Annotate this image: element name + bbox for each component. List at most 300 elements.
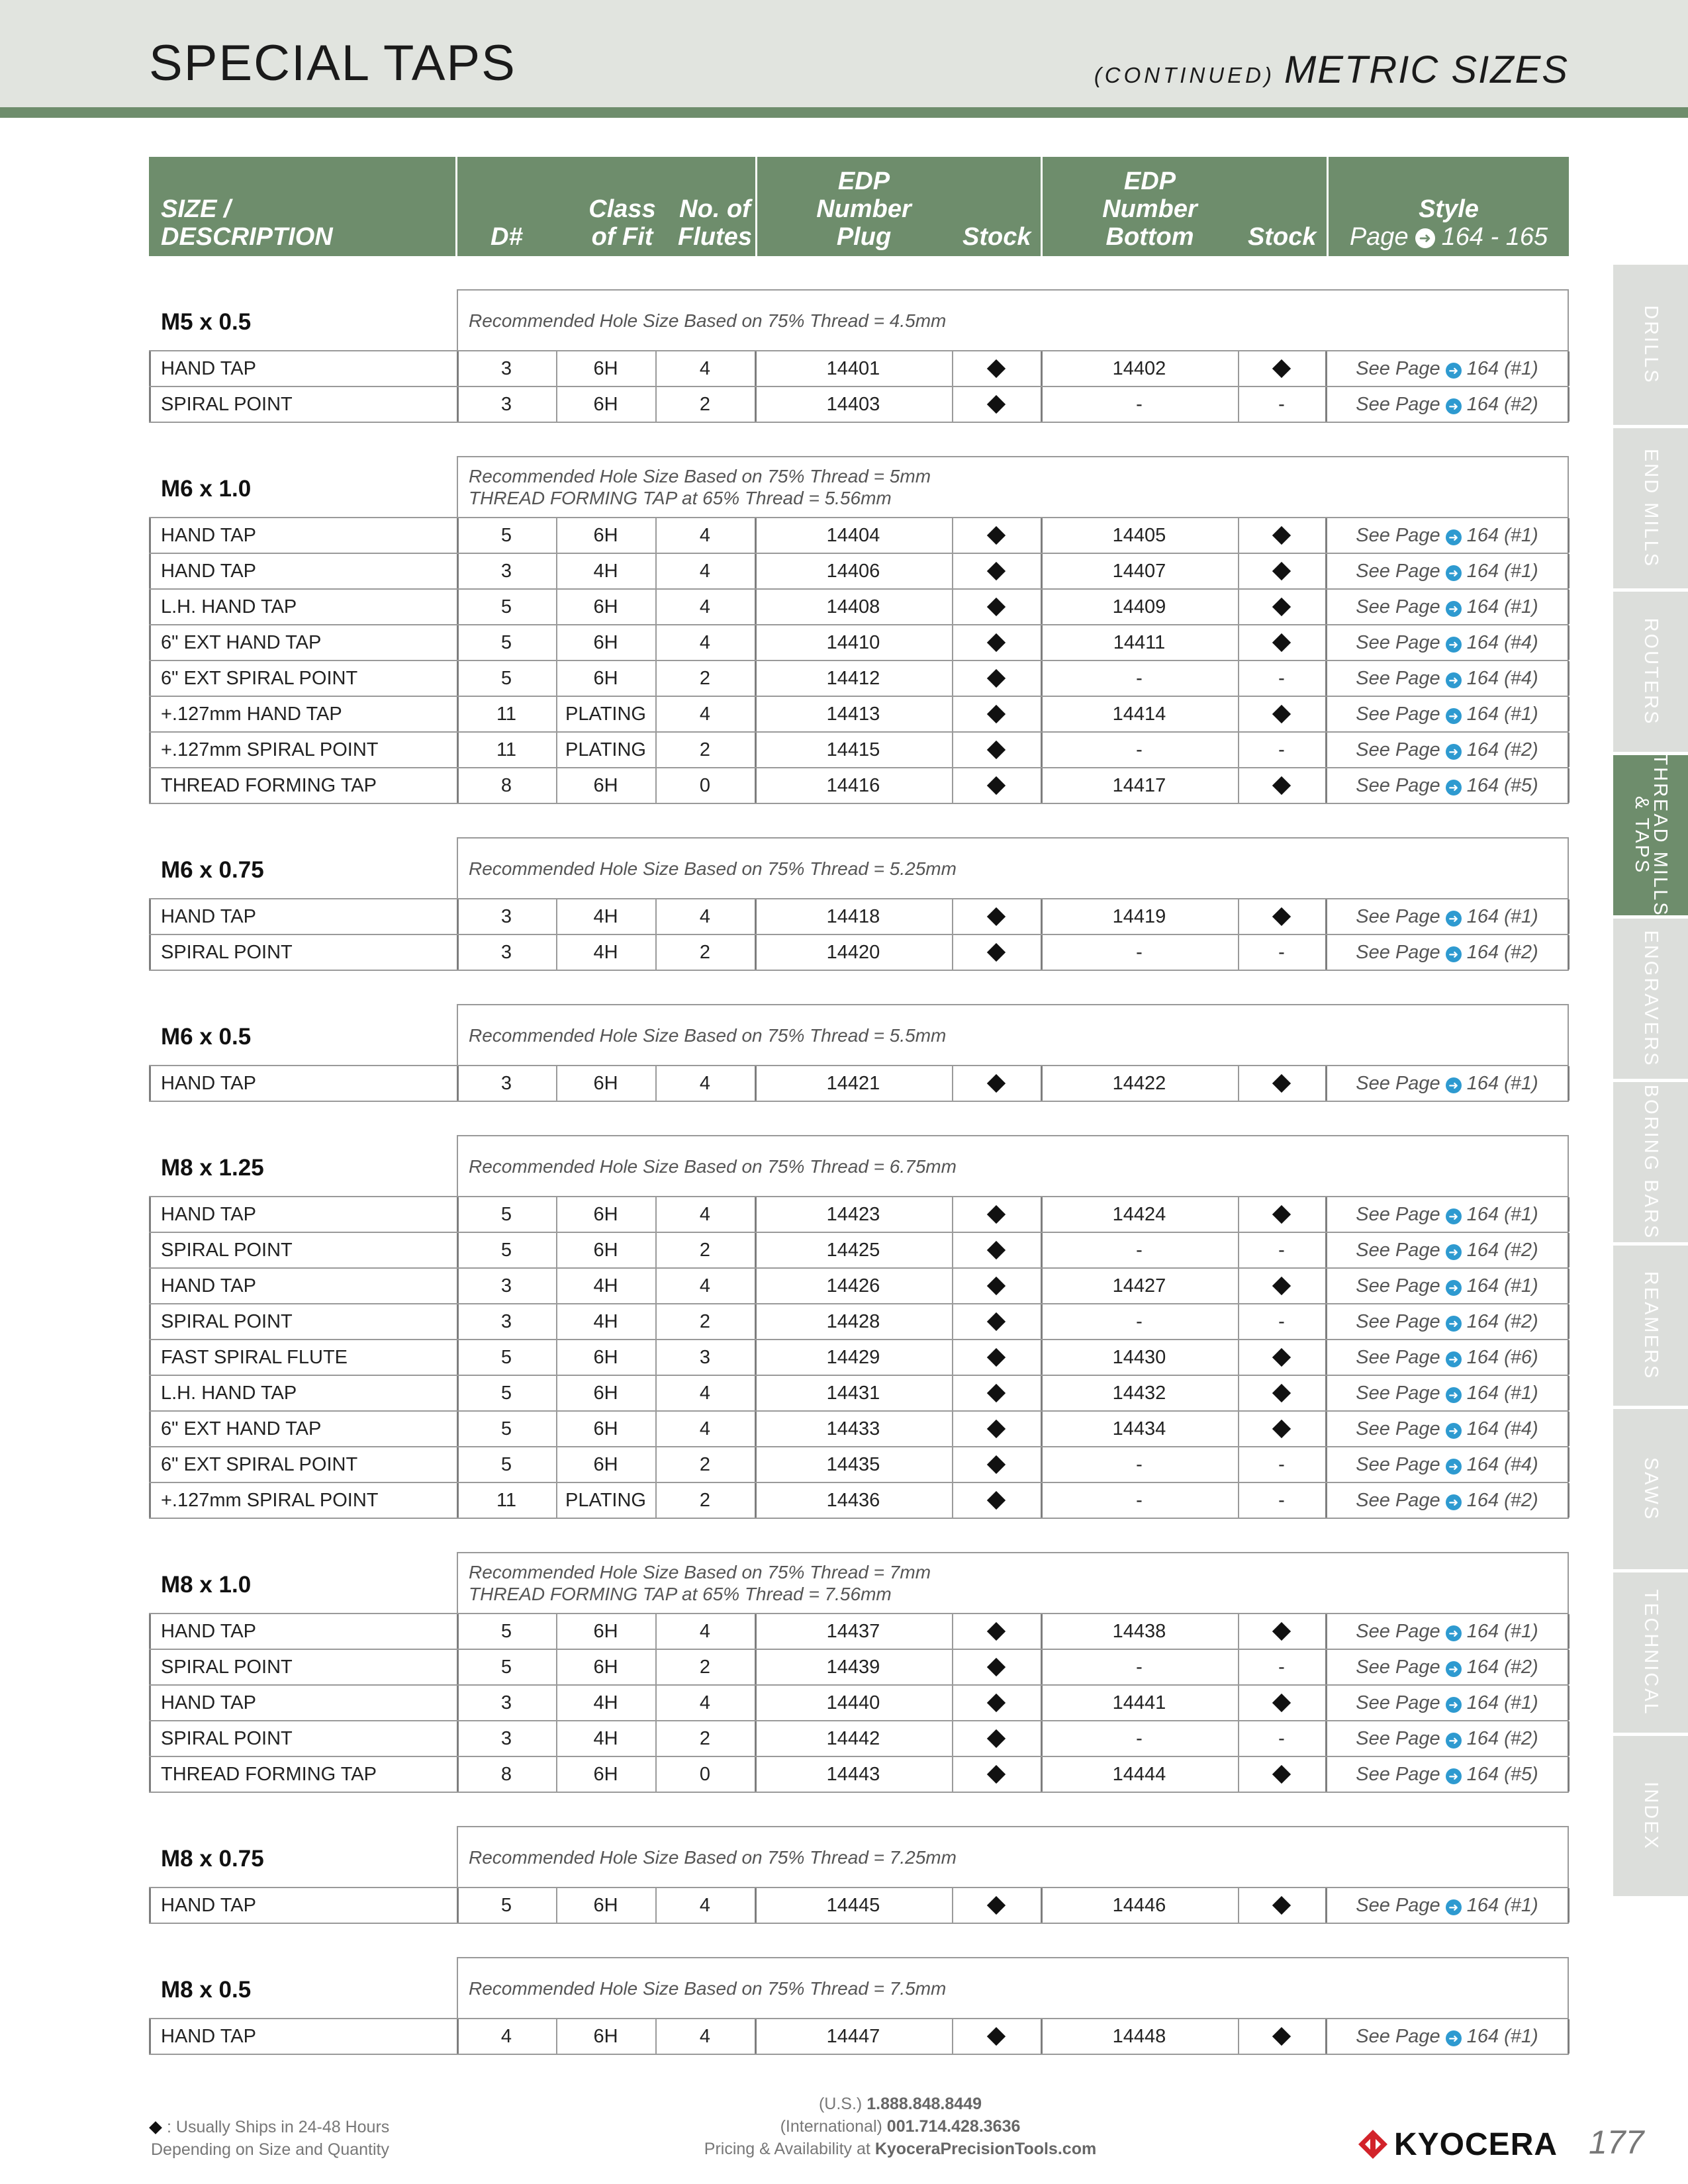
cell-plug-stock — [952, 351, 1041, 386]
size-group-header — [149, 1004, 1569, 1065]
table-row — [149, 554, 1569, 590]
see-page-link[interactable] — [1356, 1764, 1538, 1786]
cell-ref — [1325, 1483, 1569, 1518]
page-ref: 164 (#2) — [1466, 739, 1538, 760]
stock-diamond-icon — [1272, 776, 1291, 795]
table-row — [149, 733, 1569, 768]
see-page-link[interactable] — [1356, 596, 1538, 618]
see-page-label: See Page — [1356, 1489, 1440, 1511]
cell-desc — [149, 2019, 469, 2054]
cell-d — [457, 1888, 556, 1923]
cell-bottom-stock — [1238, 768, 1325, 803]
cell-value: 6H — [593, 1239, 618, 1261]
stock-diamond-icon — [987, 1694, 1006, 1712]
cell-plug-stock — [952, 1614, 1041, 1649]
cell-desc — [149, 1233, 469, 1267]
cell-value: 14435 — [826, 1453, 880, 1475]
cell-d — [457, 1269, 556, 1303]
page-ref: 164 (#1) — [1466, 560, 1538, 582]
cell-plug — [755, 733, 952, 767]
cell-fit — [556, 1269, 655, 1303]
cell-value: 14425 — [826, 1239, 880, 1261]
cell-value: 6H — [593, 1072, 618, 1094]
cell-bottom — [1041, 1340, 1238, 1375]
side-tab[interactable] — [1613, 1409, 1688, 1569]
page-ref: 164 (#2) — [1466, 1239, 1538, 1261]
arrow-right-icon: ➜ — [1415, 228, 1435, 248]
arrow-right-icon: ➜ — [1446, 1351, 1462, 1367]
side-tab[interactable] — [1613, 1736, 1688, 1896]
cell-plug — [755, 935, 952, 970]
cell-d — [457, 1757, 556, 1792]
see-page-label: See Page — [1356, 1727, 1440, 1749]
cell-plug — [755, 1304, 952, 1339]
cell-plug — [755, 2019, 952, 2054]
col-edp-label: EDP — [1123, 167, 1176, 195]
cell-ref — [1325, 625, 1569, 660]
cell-ref — [1325, 1376, 1569, 1410]
cell-fit — [556, 590, 655, 624]
cell-plug-stock — [952, 1757, 1041, 1792]
cell-ref — [1325, 935, 1569, 970]
table-row — [149, 935, 1569, 971]
cell-value: 2 — [699, 1656, 711, 1678]
size-group-header — [149, 1135, 1569, 1196]
see-page-link[interactable] — [1356, 1454, 1538, 1476]
cell-plug — [755, 518, 952, 553]
cell-bottom — [1041, 1721, 1238, 1756]
table-row — [149, 590, 1569, 625]
cell-value: HAND TAP — [161, 1620, 256, 1642]
cell-value: 14414 — [1112, 703, 1166, 725]
side-tab[interactable] — [1613, 1082, 1688, 1242]
cell-ref — [1325, 387, 1569, 422]
see-page-label: See Page — [1356, 1310, 1440, 1332]
cell-bottom — [1041, 661, 1238, 696]
cell-value: 3 — [500, 1692, 512, 1713]
see-page-label: See Page — [1356, 1072, 1440, 1094]
cell-ref — [1325, 1340, 1569, 1375]
arrow-right-icon: ➜ — [1446, 1733, 1462, 1749]
cell-value: 4 — [699, 524, 711, 546]
thread-size: M8 x 1.25 — [161, 1155, 264, 1181]
stock-diamond-icon — [987, 741, 1006, 759]
cell-flutes — [655, 1757, 755, 1792]
cell-flutes — [655, 1686, 755, 1720]
cell-plug-stock — [952, 518, 1041, 553]
cell-value: 14418 — [826, 905, 880, 927]
page-ref: 164 (#5) — [1466, 1763, 1538, 1785]
stock-diamond-icon — [1272, 1622, 1291, 1641]
cell-desc — [149, 1721, 469, 1756]
arrow-right-icon: ➜ — [1446, 1280, 1462, 1296]
cell-value: 14442 — [826, 1727, 880, 1749]
cell-value: THREAD FORMING TAP — [161, 1763, 377, 1785]
see-page-link[interactable] — [1356, 1418, 1538, 1440]
side-tab[interactable] — [1613, 1246, 1688, 1406]
see-page-link[interactable] — [1356, 775, 1538, 797]
cell-d — [457, 554, 556, 588]
arrow-right-icon: ➜ — [1446, 2030, 1462, 2046]
cell-value: 14447 — [826, 2025, 880, 2047]
cell-d — [457, 1197, 556, 1232]
cell-value: 14434 — [1112, 1418, 1166, 1439]
cell-plug — [755, 1376, 952, 1410]
cell-value: +.127mm SPIRAL POINT — [161, 739, 379, 760]
cell-fit — [556, 625, 655, 660]
page-ref: 164 (#2) — [1466, 1656, 1538, 1678]
cell-fit — [556, 1376, 655, 1410]
arrow-right-icon: ➜ — [1446, 565, 1462, 581]
see-page-link[interactable] — [1356, 1728, 1538, 1750]
side-tab[interactable] — [1613, 592, 1688, 752]
see-page-link[interactable] — [1356, 358, 1538, 380]
cell-d — [457, 697, 556, 731]
see-page-link[interactable] — [1356, 1895, 1538, 1917]
cell-value: 2 — [699, 667, 711, 689]
cell-bottom-stock — [1238, 1614, 1325, 1649]
cell-value: 4 — [699, 596, 711, 617]
side-tabs — [1613, 265, 1688, 1899]
cell-bottom — [1041, 697, 1238, 731]
cell-fit — [556, 899, 655, 934]
recommended-hole-size — [457, 289, 1569, 350]
cell-desc — [149, 1757, 469, 1792]
see-page-link[interactable] — [1356, 739, 1538, 761]
cell-bottom-stock — [1238, 1233, 1325, 1267]
cell-value: HAND TAP — [161, 1275, 256, 1297]
cell-desc — [149, 351, 469, 386]
no-stock-dash: - — [1278, 1489, 1285, 1511]
cell-flutes — [655, 1483, 755, 1518]
cell-flutes — [655, 351, 755, 386]
side-tab[interactable] — [1613, 919, 1688, 1079]
cell-ref — [1325, 1686, 1569, 1720]
table-row — [149, 1065, 1569, 1102]
cell-plug — [755, 768, 952, 803]
cell-desc — [149, 1650, 469, 1684]
recommended-hole-size — [457, 1957, 1569, 2018]
cell-value: 14448 — [1112, 2025, 1166, 2047]
cell-fit — [556, 733, 655, 767]
stock-diamond-icon — [987, 2027, 1006, 2046]
col-no-of-label: No. of — [679, 195, 751, 223]
cell-value: 14407 — [1112, 560, 1166, 582]
recommendation-line: Recommended Hole Size Based on 75% Thread = 6.75mm — [469, 1156, 957, 1177]
cell-bottom — [1041, 590, 1238, 624]
cell-plug-stock — [952, 1269, 1041, 1303]
table-row — [149, 1613, 1569, 1650]
cell-desc — [149, 1614, 469, 1649]
cell-bottom — [1041, 387, 1238, 422]
size-group — [149, 1004, 1569, 1102]
col-style-page — [1329, 223, 1569, 251]
cell-desc — [149, 1447, 469, 1482]
cell-value: 14417 — [1112, 774, 1166, 796]
see-page-link[interactable] — [1356, 1311, 1538, 1333]
see-page-link[interactable] — [1356, 1657, 1538, 1678]
see-page-label: See Page — [1356, 1418, 1440, 1439]
stock-diamond-icon — [987, 562, 1006, 580]
cell-value: - — [1136, 941, 1143, 963]
table-row — [149, 1686, 1569, 1721]
page-ref: 164 (#4) — [1466, 667, 1538, 689]
cell-bottom-stock — [1238, 935, 1325, 970]
cell-d — [457, 387, 556, 422]
cell-plug — [755, 1269, 952, 1303]
cell-value: 6H — [593, 2025, 618, 2047]
recommended-hole-size — [457, 1552, 1569, 1613]
us-phone-line — [0, 2093, 1688, 2115]
cell-fit — [556, 1340, 655, 1375]
thread-size: M6 x 0.75 — [161, 857, 264, 883]
cell-value: 6H — [593, 357, 618, 379]
cell-flutes — [655, 554, 755, 588]
cell-value: - — [1136, 1310, 1143, 1332]
stock-diamond-icon — [987, 1348, 1006, 1367]
arrow-right-icon: ➜ — [1446, 398, 1462, 414]
cell-plug — [755, 1614, 952, 1649]
cell-bottom — [1041, 2019, 1238, 2054]
size-group — [149, 1135, 1569, 1519]
see-page-link[interactable] — [1356, 632, 1538, 654]
see-page-link[interactable] — [1356, 906, 1538, 928]
cell-desc — [149, 1269, 469, 1303]
cell-bottom — [1041, 1757, 1238, 1792]
table-row — [149, 517, 1569, 554]
cell-value: +.127mm HAND TAP — [161, 703, 342, 725]
side-tab[interactable] — [1613, 755, 1688, 915]
cell-ref — [1325, 1304, 1569, 1339]
cell-ref — [1325, 733, 1569, 767]
cell-plug — [755, 590, 952, 624]
cell-desc — [149, 387, 469, 422]
cell-ref — [1325, 1233, 1569, 1267]
cell-flutes — [655, 733, 755, 767]
cell-ref — [1325, 1447, 1569, 1482]
cell-value: 5 — [500, 667, 512, 689]
side-tab[interactable] — [1613, 428, 1688, 588]
see-page-link[interactable] — [1356, 1347, 1538, 1369]
cell-fit — [556, 1721, 655, 1756]
cell-plug-stock — [952, 1233, 1041, 1267]
cell-bottom-stock — [1238, 1757, 1325, 1792]
cell-value: 6H — [593, 1656, 618, 1678]
col-plug-label: Plug — [836, 223, 892, 251]
cell-bottom — [1041, 768, 1238, 803]
cell-ref — [1325, 590, 1569, 624]
size-group — [149, 1552, 1569, 1793]
cell-value: 14427 — [1112, 1275, 1166, 1297]
cell-ref — [1325, 1650, 1569, 1684]
cell-ref — [1325, 351, 1569, 386]
see-page-link[interactable] — [1356, 394, 1538, 416]
cell-value: HAND TAP — [161, 357, 256, 379]
cell-fit — [556, 2019, 655, 2054]
cell-d — [457, 1614, 556, 1649]
cell-value: 4 — [699, 2025, 711, 2047]
page-ref: 164 (#4) — [1466, 631, 1538, 653]
see-page-link[interactable] — [1356, 1621, 1538, 1643]
website-link[interactable]: KyoceraPrecisionTools.com — [874, 2140, 1097, 2158]
see-page-link[interactable] — [1356, 668, 1538, 690]
stock-diamond-icon — [987, 1455, 1006, 1474]
see-page-link[interactable] — [1356, 1692, 1538, 1714]
arrow-right-icon: ➜ — [1446, 672, 1462, 688]
cell-flutes — [655, 1376, 755, 1410]
see-page-link[interactable] — [1356, 525, 1538, 547]
cell-plug-stock — [952, 1721, 1041, 1756]
cell-value: 14423 — [826, 1203, 880, 1225]
cell-value: 4 — [699, 1894, 711, 1916]
cell-value: 0 — [699, 1763, 711, 1785]
stock-diamond-icon — [1272, 1765, 1291, 1784]
stock-diamond-icon — [987, 669, 1006, 688]
page-ref: 164 (#2) — [1466, 1310, 1538, 1332]
stock-diamond-icon — [987, 598, 1006, 616]
cell-bottom-stock — [1238, 1686, 1325, 1720]
size-group — [149, 837, 1569, 971]
cell-fit — [556, 1686, 655, 1720]
arrow-right-icon: ➜ — [1446, 1661, 1462, 1677]
cell-plug-stock — [952, 625, 1041, 660]
side-tab[interactable] — [1613, 1572, 1688, 1733]
cell-value: 6H — [593, 1620, 618, 1642]
see-page-link[interactable] — [1356, 1383, 1538, 1404]
cell-bottom-stock — [1238, 625, 1325, 660]
col-of-fit-label: of Fit — [591, 223, 653, 251]
cell-value: 14429 — [826, 1346, 880, 1368]
cell-value: 14431 — [826, 1382, 880, 1404]
table-row — [149, 661, 1569, 697]
see-page-link[interactable] — [1356, 1275, 1538, 1297]
arrow-right-icon: ➜ — [1446, 529, 1462, 545]
cell-plug — [755, 1757, 952, 1792]
page-ref: 164 (#1) — [1466, 1203, 1538, 1225]
cell-plug-stock — [952, 1650, 1041, 1684]
see-page-label: See Page — [1356, 1692, 1440, 1713]
page-ref: 164 (#1) — [1466, 357, 1538, 379]
stock-diamond-icon — [987, 633, 1006, 652]
stock-diamond-icon — [1272, 598, 1291, 616]
cell-bottom — [1041, 1888, 1238, 1923]
cell-desc — [149, 518, 469, 553]
no-stock-dash: - — [1278, 1310, 1285, 1332]
page-ref: 164 (#1) — [1466, 596, 1538, 617]
page-ref: 164 (#1) — [1466, 524, 1538, 546]
see-page-label: See Page — [1356, 739, 1440, 760]
page-ref: 164 (#2) — [1466, 1489, 1538, 1511]
cell-fit — [556, 697, 655, 731]
recommendation-line: Recommended Hole Size Based on 75% Thread = 5.25mm — [469, 858, 957, 879]
see-page-label: See Page — [1356, 2025, 1440, 2047]
cell-value: 5 — [500, 1418, 512, 1439]
cell-value: 14412 — [826, 667, 880, 689]
stock-diamond-icon — [987, 776, 1006, 795]
cell-value: HAND TAP — [161, 2025, 256, 2047]
cell-value: 8 — [500, 774, 512, 796]
cell-value: 2 — [699, 1489, 711, 1511]
cell-ref — [1325, 2019, 1569, 2054]
page-ref: 164 (#1) — [1466, 905, 1538, 927]
recommended-hole-size — [457, 1826, 1569, 1887]
cell-value: 14415 — [826, 739, 880, 760]
cell-value: - — [1136, 667, 1143, 689]
cell-value: 14416 — [826, 774, 880, 796]
cell-plug — [755, 1888, 952, 1923]
cell-value: - — [1136, 739, 1143, 760]
stock-diamond-icon — [987, 705, 1006, 723]
cell-value: 14426 — [826, 1275, 880, 1297]
cell-value: 3 — [500, 1072, 512, 1094]
cell-value: 5 — [500, 631, 512, 653]
see-page-link[interactable] — [1356, 1204, 1538, 1226]
cell-bottom-stock — [1238, 899, 1325, 934]
cell-value: 6H — [593, 1418, 618, 1439]
logo-wordmark: KYOCERA — [1394, 2126, 1558, 2162]
cell-value: 4 — [699, 631, 711, 653]
see-page-link[interactable] — [1356, 704, 1538, 725]
column-header-bar — [149, 157, 1569, 256]
cell-ref — [1325, 697, 1569, 731]
cell-value: 11 — [496, 739, 517, 760]
cell-flutes — [655, 1614, 755, 1649]
cell-value: 14421 — [826, 1072, 880, 1094]
col-description-label: DESCRIPTION — [161, 223, 333, 251]
cell-bottom-stock — [1238, 733, 1325, 767]
col-number-label: Number — [1102, 195, 1197, 223]
cell-value: 14443 — [826, 1763, 880, 1785]
see-page-link[interactable] — [1356, 942, 1538, 964]
cell-value: 14403 — [826, 393, 880, 415]
see-page-link[interactable] — [1356, 561, 1538, 582]
cell-plug-stock — [952, 1483, 1041, 1518]
cell-plug-stock — [952, 661, 1041, 696]
see-page-link[interactable] — [1356, 1073, 1538, 1095]
cell-bottom-stock — [1238, 1269, 1325, 1303]
page-ref: 164 (#1) — [1466, 1072, 1538, 1094]
cell-bottom-stock — [1238, 351, 1325, 386]
size-group — [149, 289, 1569, 423]
cell-value: 6H — [593, 774, 618, 796]
cell-value: 14413 — [826, 703, 880, 725]
cell-bottom — [1041, 733, 1238, 767]
cell-plug-stock — [952, 2019, 1041, 2054]
cell-desc — [149, 899, 469, 934]
cell-plug — [755, 1197, 952, 1232]
recommended-hole-size — [457, 1135, 1569, 1196]
cell-plug — [755, 387, 952, 422]
stock-diamond-icon — [1272, 2027, 1291, 2046]
cell-value: 14404 — [826, 524, 880, 546]
cell-value: 4 — [699, 703, 711, 725]
cell-value: 5 — [500, 1203, 512, 1225]
cell-d — [457, 661, 556, 696]
cell-value: 3 — [500, 905, 512, 927]
table-row — [149, 1483, 1569, 1519]
side-tab[interactable] — [1613, 265, 1688, 425]
cell-d — [457, 518, 556, 553]
cell-d — [457, 1721, 556, 1756]
cell-plug-stock — [952, 1304, 1041, 1339]
recommendation-line: Recommended Hole Size Based on 75% Thread = 7mm — [469, 1562, 931, 1582]
see-page-link[interactable] — [1356, 1240, 1538, 1261]
see-page-link[interactable] — [1356, 2026, 1538, 2048]
col-plug-stock: Stock — [962, 223, 1031, 251]
cell-value: 4 — [500, 2025, 512, 2047]
see-page-link[interactable] — [1356, 1490, 1538, 1512]
cell-value: 2 — [699, 393, 711, 415]
